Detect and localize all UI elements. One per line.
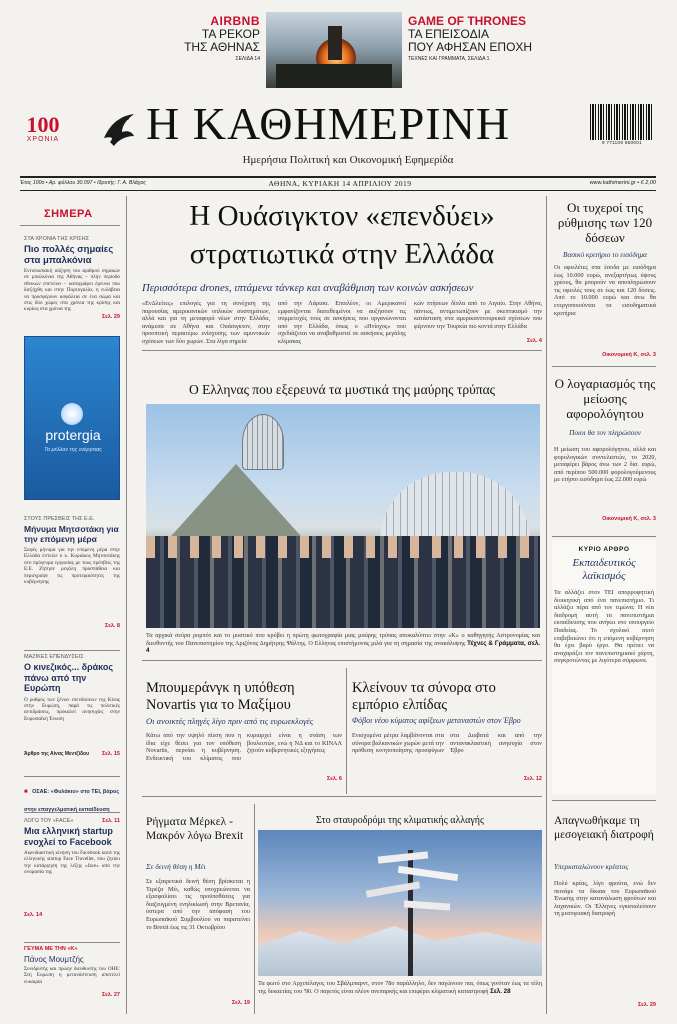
r3-deck: Υπερκαταλώνουν κρέατος [554,862,629,871]
barcode-number: 9 771109 850001 [602,140,642,145]
m1-deck: Οι ανοικτές πληγές λίγο πριν από τις ευρωεκλογές [146,716,314,726]
r3-page: Σελ. 29 [637,1002,656,1008]
s6-name: Πάνος Μουμτζής [24,955,84,964]
lead-col-3-page: Σελ. 4 [526,338,542,344]
top-teaser-left[interactable] [150,14,260,62]
s3-page: Σελ. 15 [101,750,120,757]
m4-head[interactable]: Στο σταυροδρόμι της κλιματικής αλλαγής [316,815,484,826]
photo-headline[interactable]: Ο Ελληνας που εξερευνά τα μυστικά της μαύρης τρύπας [189,382,495,397]
s6-page: Σελ. 27 [101,992,120,998]
main-photo[interactable] [146,404,540,628]
m2-head[interactable]: Κλείνουν τα σύνορα στο εμπόριο ελπίδας [352,680,496,713]
s2-text: Σαφές μήνυμα για την επόμενη μέρα στην Ελλάδα έστειλε ο κ. Κυριάκος Μητσοτάκης στο πρόγευμα εργασίας με τους πρέσβεις της Ε.Ε. Ζήτησε μεγάλη προσπάθεια και περιέγραψε τις προτεραιότητες της κυβέρνησης [24,547,120,586]
editorial-label: ΚΥΡΙΟ ΑΡΘΡΟ [578,546,630,553]
lead-headline-1[interactable]: Η Ουάσιγκτον «επενδύει» [189,200,495,232]
left-story-2[interactable] [24,516,120,629]
m2-page: Σελ. 12 [523,776,542,782]
photo-caption-page: Τέχνες & Γράμματα, σελ. 4 [146,639,540,654]
editorial-box[interactable] [552,540,656,794]
dateline-right: www.kathimerini.gr • € 2,00 [589,180,656,186]
anniversary-word: ΧΡΟΝΙΑ [26,136,60,143]
throne-shape [328,26,342,60]
teaser-left-kicker: AIRBNB [210,14,260,28]
top-teaser-right[interactable] [408,14,548,62]
r2-text: Η μείωση του αφορολόγητου, αλλά και φορολογικών συντελεστών, το 2020, μεταφέρει βάρος άνω των 2 δισ. ευρώ, από περίπου 500.000 φορολογούμενους με ετήσιο εισόδημα έως 22.000 ευρώ [554,446,656,484]
editorial-head: Εκπαιδευτικός λαϊκισμός [572,557,636,582]
lead-headline-2[interactable]: στρατιωτικά στην Ελλάδα [189,238,495,270]
m4-caption-text: Τα φωτό στο Αρχιπέλαγος του Σβάλμπαρντ, στον 78ο παράλληλο, δεν παγώνουν πια, όπως γινόταν έως τα τέλη της δεκαετίας του '90. Ο παγετός είναι πλέον ανεπαρκής και επιφέρει κλιματική καταστροφή [258,980,542,995]
s3-kicker: ΜΑΖΙΚΕΣ ΕΠΕΝΔΥΣΕΙΣ [24,654,84,660]
s1-page: Σελ. 29 [101,314,120,320]
teaser-image[interactable] [266,12,402,88]
ad-slogan: Το μέλλον της ενέργειας [44,447,102,453]
s6-kicker: ΓΕΥΜΑ ΜΕ ΤΗΝ «Κ» [24,946,78,952]
climate-photo[interactable] [258,830,542,976]
s4-page: Σελ. 11 [102,818,120,824]
dateline-center: ΑΘΗΝΑ, ΚΥΡΙΑΚΗ 14 ΑΠΡΙΛΙΟΥ 2019 [268,179,412,188]
left-story-3[interactable] [24,654,120,757]
s5-text: Αιφνιδιαστική κίνηση του Facebook κατά της ελληνικής startup Face Traveller, που ζητάει την κατάργηση της λέξης «face» από την ονομασία της [24,850,120,876]
masthead-subtitle: Ημερήσια Πολιτική και Οικονομική Εφημερίδα [242,154,454,166]
left-story-6[interactable] [24,946,120,998]
protergia-ad[interactable] [24,336,120,500]
r2-deck: Ποιοι θα τον πληρώσουν [569,428,641,437]
sign-2 [398,866,458,881]
s5-head: Μια ελληνική startup ενοχλεί το Facebook [24,826,113,847]
m4-caption [258,980,542,1010]
r1-deck: Βασικό κριτήριο το εισόδημα [563,250,647,259]
ad-brand: protergia [45,427,101,443]
r3-head[interactable]: Απαγνωθήκαμε τη μεσογειακή διατροφή [554,815,654,841]
biosphere-dome-right [380,472,530,542]
lead-col-3: κών πτήσεων δίπλα από το Αιγαίο. Στην Αθήνα, πάντως, αντιμετωπίζουν με σκεπτικισμό την κατάσταση στα αμερικανοτουρκικά σχέσεων που φέρνουν την Τουρκία πιο κοντά στην Ελλάδα [414,300,542,330]
m3-page: Σελ. 19 [231,1000,250,1006]
s3-author: Άρθρο της Αίνας Μεντζίδου [24,750,89,757]
s3-head: Ο κινεζικός... δράκος πάνω από την Ευρώπη [24,662,114,693]
lead-col-1: «ΕνΔλείτες» επιλογές για τη συνέχιση της παρουσίας αμερικανικών οπλικών συστημάτων, αλλά και για τη μεταφορά νέων στην Ελλάδα, ανάμεσα σε Αθήνα και Ουάσιγκτον, στην προοπτική περαιτέρω ενίσχυσης των αμυντικών σχέσεων των δύο χωρών. Στα λίγα σημεία [142,300,270,345]
s1-head: Πιο πολλές σημαίες στα μπαλκόνια [24,244,114,266]
photo-caption-text: Τα αρχικά σεύρα ρομπότ και το μυστικό που κρύβει η πρώτη φωτογραφία μιας μαύρης τρύπας αποκαλύπτει στην «Κ» ο καθηγητής Αστρονομίας και διευθυντής του Πανεπιστημίου της Αριζόνας Δημήτρης Ψάλτης. Ο Ελληνας επιστήμονας μιλά για τη σημασία της ανακάλυψης [146,632,540,647]
s2-kicker: ΣΤΟΥΣ ΠΡΕΣΒΕΙΣ ΤΗΣ Ε.Ε. [24,516,95,522]
masthead-title[interactable]: Η ΚΑΘΗΜΕΡΙΝΗ [146,98,511,149]
editorial-text: Τα αλλάζει στον ΤΕΙ απορροφητική διοικητική από ένα πανεπιστήμιο. Τι αλλάζει πέρα από τον τιμώνα; Η νέα διαδρομή αυτή τα πανεπιστήμια εκπαίδευσης που ανήκει στο υπουργείο Παιδείας. Το σχολικό αυτό επιβεβαιώνει ότι η επόμενη κυβέρνηση θα έχει βαρύ έργο. Θα πρέπει να αναχαράξει τον πανεπιστημιακό χάρτη, συγκροτώντας με λιγότερα σύμφωνα. [554,589,654,665]
m1-text: Κάτω από την υψηλό πίεση που η ίδια είχε θέσει για τον υπόθεση Novartis, περνάει η κυβέρνηση. Ενδεικτική του κλίματος που κυριαρχεί είναι η στάση των βουλευτών, ενώ η ΝΔ και το ΚΙΝΑΛ ζητούν κυβερνητικές εξηγήσεις [146,732,342,762]
sign-1 [378,851,428,863]
ad-lightbulb-icon [61,403,83,425]
teaser-right-page: ΤΕΧΝΕΣ ΚΑΙ ΓΡΑΜΜΑΤΑ, ΣΕΛΙΔΑ 1 [408,56,490,62]
teaser-left-head-1: ΤΑ ΡΕΚΟΡ [201,27,260,41]
photo-caption [146,632,540,654]
s1-text: Εντυπωσιακή αύξηση του αριθμού σημαιών σε μπαλκόνια της Αθήνας – πλην περίοδο εθνικών επετείων – καταγράφει έρευνα που διεξήχθη και στην Πορτογαλία, η ευλάβεια να προσφέρουν ασφάλεια σε ένα σώμα και στις δύο χώρες στα χρόνια της κρίσης και κυρίως στα χρόνια της [24,268,120,313]
r3-text: Πολύ κρέας, λίγο φρούτα, ενώ δεν πεινάμε τα δίκαια του Ευρωπαϊκού Ένωσης στην κατανάλωση φρούτων και λαχανικών. Οι Έλληνες εγκαταλείπουν τη μεσογειακή διατροφή [554,880,656,918]
m4-page: Σελ. 28 [490,987,511,995]
logo-bird-icon [100,108,136,148]
m3-text: Σε εξαιρετικά δεινή θέση βρίσκεται η Τερέζα Μέι, καθώς υποχρεώνεται να εξασφαλίσει τις προϋποθέσεις για διαζευγμένη ενηλικίωσή στην Βρετανία, ύστερα από την απόφαση του Ευρωπαϊκού Συμβουλίου να παρατείνει το Brexit έως τις 31 Οκτωβρίου [146,878,250,931]
bullet-icon: ■ [24,789,28,795]
m1-page: Σελ. 6 [326,776,342,782]
r1-head[interactable]: Οι τυχεροί της ρύθμισης των 120 δόσεων [557,200,653,245]
s3-text: Ο ρυθμός των ξένων επενδύσεων της Κίνας στην Ευρώπη, παρά τις πολιτικές αντιδράσεις, προκαλεί ανησυχίες στην Ευρωπαϊκή Ένωση [24,696,120,722]
s2-page: Σελ. 8 [104,623,120,629]
left-story-5[interactable] [24,818,120,918]
teaser-left-head-2: ΤΗΣ ΑΘΗΝΑΣ [184,40,260,54]
teaser-right-head-1: ΤΑ ΕΠΕΙΣΟΔΙΑ [408,27,489,41]
barcode [590,104,654,148]
m2-text: Ενισχυμένα μέτρα λαμβάνονται στα σύνορα βαλκανικών χωρών μετά την πρόθεση κινητοποίησης προσφύγων στα Διαβατά και από την αντανακλαστική ανησυχία στον Έβρο [352,732,542,755]
s1-kicker: ΣΤΑ ΧΡΟΝΙΑ ΤΗΣ ΚΡΙΣΗΣ [24,236,90,242]
s5-kicker: ΛΟΓΩ ΤΟΥ «FACE» [24,818,74,824]
anniversary-number: 100 [26,112,60,137]
left-story-1[interactable] [24,236,120,320]
snow-mountains [258,926,542,976]
teaser-left-page: ΣΕΛΙΔΑ 14 [235,56,260,62]
s4-text: ΟΣΑΕ: «Φυλάκιο» στο ΤΕΙ, βάρος στην επαγγελματική εκπαίδευση [24,789,120,813]
m2-deck: Φόβοι νέου κύματος αφίξεων μεταναστών στον Έβρο [352,716,521,725]
s5-page: Σελ. 14 [24,912,43,918]
section-today[interactable]: ΣΗΜΕΡΑ [44,208,93,220]
r2-head[interactable]: Ο λογαριασμός της μείωσης αφορολόγητου [554,376,656,421]
dateline-left: Έτος 100ο • Αρ. φύλλου 30.097 • Ιδρυτής: Γ. Α. Βλάχος [20,180,146,186]
s2-head: Μήνυμα Μητσοτάκη για την επόμενη μέρα [24,524,119,544]
teaser-right-kicker: GAME OF THRONES [408,14,527,28]
r2-author: Οικονομική Κ, σελ. 3 [602,516,656,522]
biosphere-dome [242,414,284,470]
teaser-right-head-2: ΠΟΥ ΑΦΗΣΑΝ ΕΠΟΧΗ [408,40,533,54]
m1-head[interactable]: Μπουμεράνγκ η υπόθεση Novartis για το Μαξίμου [146,680,295,713]
m3-deck: Σε δεινή θέση η Μέι [146,862,206,871]
r1-author: Οικονομική Κ, σελ. 3 [602,352,656,358]
lead-col-2: από την Λάρισα. Επιπλέον, οι Αμερικανοί εμφανίζονται διατεθειμένοι να αυξήσουν τις συμμετοχές τους σε ασκήσεις που οργανώνονται από την Ελλάδα, όπως ο «Ηνίοχος» που σχεδιάζεται να αναβαθμιστεί σε ασκήσεις μεγάλης κλίμακας [278,300,406,345]
r1-text: Οι οφειλέτες στα έσοδα με εισόδημα έως 10.000 ευρώ, ανεξαρτήτως ύψους χρέους, θα μπορούν να αποπληρώσουν τις οφειλές τους σε έως και 120 δόσεις. Από το 10.000 ευρώ και άνω θα ενεργοποιούνται τα εισοδηματικά κριτήρια [554,264,656,317]
s6-text: Συνιδρυτής και πρώην διευθυντής του ΟΗΕ: Στη Ευρώπη η μετανάστευση αποτελεί ευκαιρία [24,966,120,985]
m3-head[interactable]: Ρήγματα Μέρκελ - Μακρόν λόγω Brexit [146,816,244,842]
lead-deck: Περισσότερα drones, ιπτάμενα τάνκερ και αναβάθμιση των κοινών ασκήσεων [142,282,474,294]
anniversary-badge [18,114,68,143]
